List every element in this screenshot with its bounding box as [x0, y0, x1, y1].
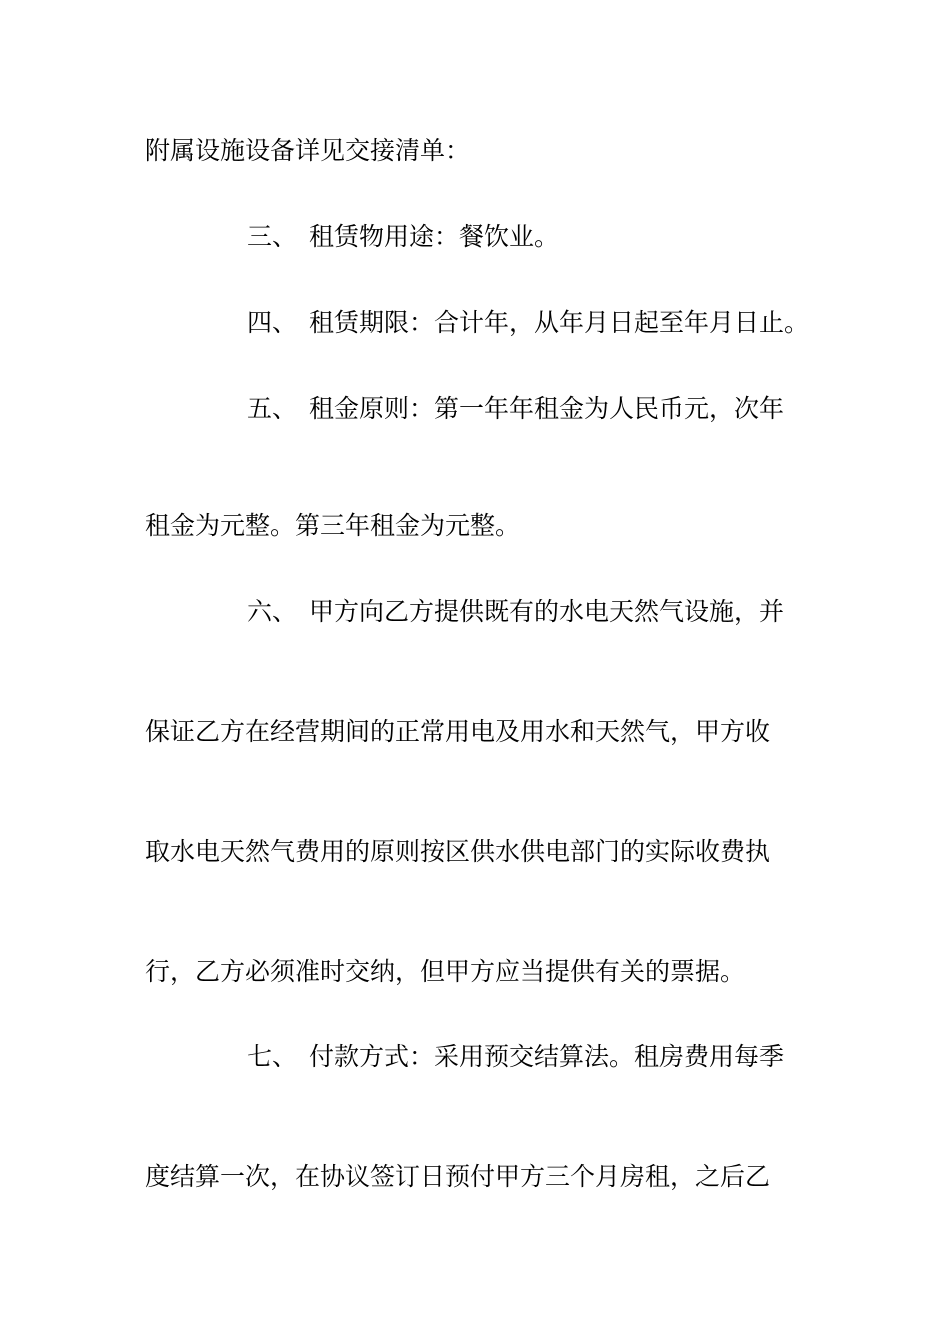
paragraph-line — [145, 836, 810, 868]
clause-number: 四、 — [247, 308, 298, 337]
line-text: 租金原则：第一年年租金为人民币元，次年 — [309, 394, 785, 423]
clause-number: 七、 — [247, 1042, 298, 1071]
clause-number: 五、 — [247, 394, 298, 423]
clause-number: 六、 — [247, 597, 298, 626]
clause-6-line — [145, 596, 810, 628]
line-text: 租赁期限：合计年，从年月日起至年月日止。 — [309, 308, 810, 337]
paragraph-line — [145, 716, 810, 748]
paragraph-line — [145, 956, 810, 988]
line-text: 行，乙方必须准时交纳，但甲方应当提供有关的票据。 — [145, 957, 746, 986]
line-text: 甲方向乙方提供既有的水电天然气设施，并 — [309, 597, 785, 626]
paragraph-line — [145, 510, 810, 542]
clause-5-line — [145, 393, 810, 425]
line-text: 付款方式：采用预交结算法。租房费用每季 — [309, 1042, 785, 1071]
clause-4-line — [145, 307, 810, 339]
line-text: 取水电天然气费用的原则按区供水供电部门的实际收费执 — [145, 837, 771, 866]
line-text: 租金为元整。第三年租金为元整。 — [145, 511, 521, 540]
line-text: 租赁物用途：餐饮业。 — [309, 222, 560, 251]
line-text: 保证乙方在经营期间的正常用电及用水和天然气，甲方收 — [145, 717, 771, 746]
line-text: 度结算一次，在协议签订日预付甲方三个月房租，之后乙 — [145, 1162, 771, 1191]
line-text: 附属设施设备详见交接清单： — [145, 136, 471, 165]
clause-number: 三、 — [247, 222, 298, 251]
paragraph-line — [145, 135, 810, 167]
clause-7-line — [145, 1041, 810, 1073]
clause-3-line — [145, 221, 810, 253]
paragraph-line — [145, 1161, 810, 1193]
